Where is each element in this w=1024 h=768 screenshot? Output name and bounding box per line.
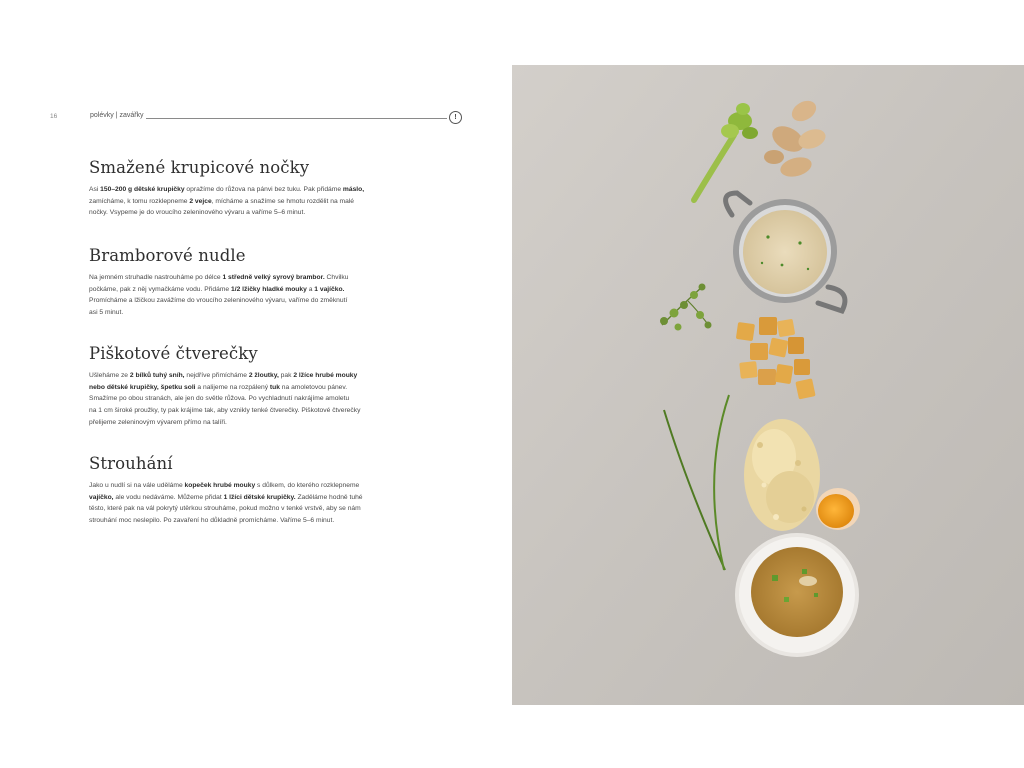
recipe-title: Bramborové nudle bbox=[89, 246, 246, 265]
recipe-text-line bbox=[89, 492, 419, 504]
ingredient-highlight: 2 lžíce hrubé mouky bbox=[293, 372, 358, 379]
section-label: polévky | zavářky bbox=[90, 112, 144, 119]
text-run: strouhání moc neslepilo. Po zavaření ho důkladně promícháme. Vaříme 5–6 minut. bbox=[89, 517, 335, 525]
recipe-piskotove-ctverecky bbox=[89, 343, 419, 429]
text-run: přelijeme zeleninovým vývarem přímo na talíři. bbox=[89, 418, 227, 426]
recipe-text-line bbox=[89, 405, 419, 417]
ingredient-highlight: 1/2 lžičky hladké mouky bbox=[231, 285, 307, 293]
text-run: Smažíme po obou stranách, ale jen do světle růžova. Po vychladnutí nakrájíme amoletu bbox=[89, 395, 350, 403]
text-run: opražíme do růžova na pánvi bez tuku. Pak přidáme bbox=[184, 186, 343, 193]
recipe-text-line bbox=[89, 393, 419, 405]
text-run: , mícháme a snažíme se hmotu rozdělit na malé bbox=[211, 197, 355, 205]
text-run: a bbox=[306, 285, 315, 293]
text-run: zamícháme, k tomu rozklepneme bbox=[89, 197, 190, 205]
ingredient-highlight: 2 žloutky, bbox=[248, 372, 279, 379]
text-run: počkáme, pak z něj vymačkáme vodu. Přidáme bbox=[89, 285, 231, 293]
recipe-text bbox=[89, 370, 419, 429]
recipe-text-line bbox=[89, 382, 419, 394]
text-run: Promícháme a lžičkou zavážíme do vroucího zeleninového vývaru, vaříme do změknutí bbox=[89, 297, 348, 305]
bowl-of-broth bbox=[735, 533, 859, 657]
recipe-text bbox=[89, 480, 419, 527]
text-run: na 1 cm široké proužky, ty pak krájíme tak, aby vznikly tenké čtverečky. Piškotové čtverečky bbox=[89, 407, 361, 415]
recipe-title: Smažené krupicové nočky bbox=[89, 158, 310, 177]
ingredient-highlight: kopeček hrubé mouky bbox=[184, 482, 256, 489]
page-number: 16 bbox=[50, 113, 58, 120]
ingredient-highlight: tuk bbox=[269, 383, 280, 391]
egg-yolk-in-shell bbox=[816, 488, 860, 530]
recipe-smazene-krupicove-nocky bbox=[89, 157, 419, 219]
recipe-text-line bbox=[89, 503, 419, 515]
text-run: nočky. Vsypeme je do vroucího zeleninového vývaru a vaříme 5–6 minut. bbox=[89, 209, 306, 217]
recipe-text-line bbox=[89, 307, 419, 319]
recipe-bramborove-nudle bbox=[89, 245, 419, 319]
text-run: těsto, které pak na vál pokrytý utěrkou strouháme, pokud možno v tenké vrstvě, aby se nám bbox=[89, 505, 361, 513]
recipe-text bbox=[89, 184, 419, 219]
text-run: Chvilku bbox=[324, 274, 349, 281]
recipe-text-line bbox=[89, 196, 419, 208]
text-run: nejdříve přimícháme bbox=[184, 372, 249, 379]
recipe-text-line bbox=[89, 207, 419, 219]
recipe-text-line bbox=[89, 184, 419, 196]
ingredient-highlight: 1 lžíci dětské krupičky. bbox=[223, 493, 296, 501]
ingredient-highlight: máslo, bbox=[342, 186, 365, 193]
ingredient-highlight: 1 vajíčko. bbox=[314, 285, 345, 293]
text-run: a nalijeme na rozpálený bbox=[195, 383, 270, 391]
text-run: Na jemném struhadle nastrouháme po délce bbox=[89, 274, 223, 281]
recipe-title: Piškotové čtverečky bbox=[89, 344, 258, 363]
text-run: asi 5 minut. bbox=[89, 309, 124, 317]
ingredient-highlight: 2 vejce bbox=[189, 197, 212, 205]
ingredient-highlight: vajíčko, bbox=[89, 493, 114, 501]
recipe-text-line bbox=[89, 515, 419, 527]
recipe-strouhani bbox=[89, 453, 419, 527]
ingredient-highlight: 150–200 g dětské krupičky bbox=[100, 186, 185, 193]
text-run: s důlkem, do kterého rozklepneme bbox=[255, 482, 360, 489]
text-run: na amoletovou pánev. bbox=[279, 383, 348, 391]
text-run: Asi bbox=[89, 186, 101, 193]
text-run: Zaděláme hodně tuhé bbox=[295, 493, 363, 501]
recipe-text-line bbox=[89, 272, 419, 284]
text-run: Jako u nudlí si na vále uděláme bbox=[89, 482, 185, 489]
recipe-text bbox=[89, 272, 419, 319]
header-divider bbox=[146, 118, 447, 119]
grated-dough bbox=[744, 419, 820, 531]
text-run: ale vodu nedáváme. Můžeme přidat bbox=[113, 493, 224, 501]
food-photo bbox=[512, 65, 1024, 705]
recipe-text-line bbox=[89, 370, 419, 382]
ingredient-highlight: 2 bílků tuhý sníh, bbox=[129, 372, 185, 379]
recipe-text-line bbox=[89, 417, 419, 429]
text-run: Ušleháme ze bbox=[89, 372, 130, 379]
recipe-text-line bbox=[89, 295, 419, 307]
recipe-title: Strouhání bbox=[89, 454, 173, 473]
ingredient-highlight: nebo dětské krupičky, špetku soli bbox=[89, 383, 196, 391]
ingredient-highlight: 1 středně velký syrový brambor. bbox=[222, 274, 325, 281]
page-header bbox=[50, 111, 462, 125]
info-icon: ! bbox=[449, 111, 462, 124]
recipe-text-line bbox=[89, 284, 419, 296]
text-run: pak bbox=[278, 372, 294, 379]
recipe-text-line bbox=[89, 480, 419, 492]
